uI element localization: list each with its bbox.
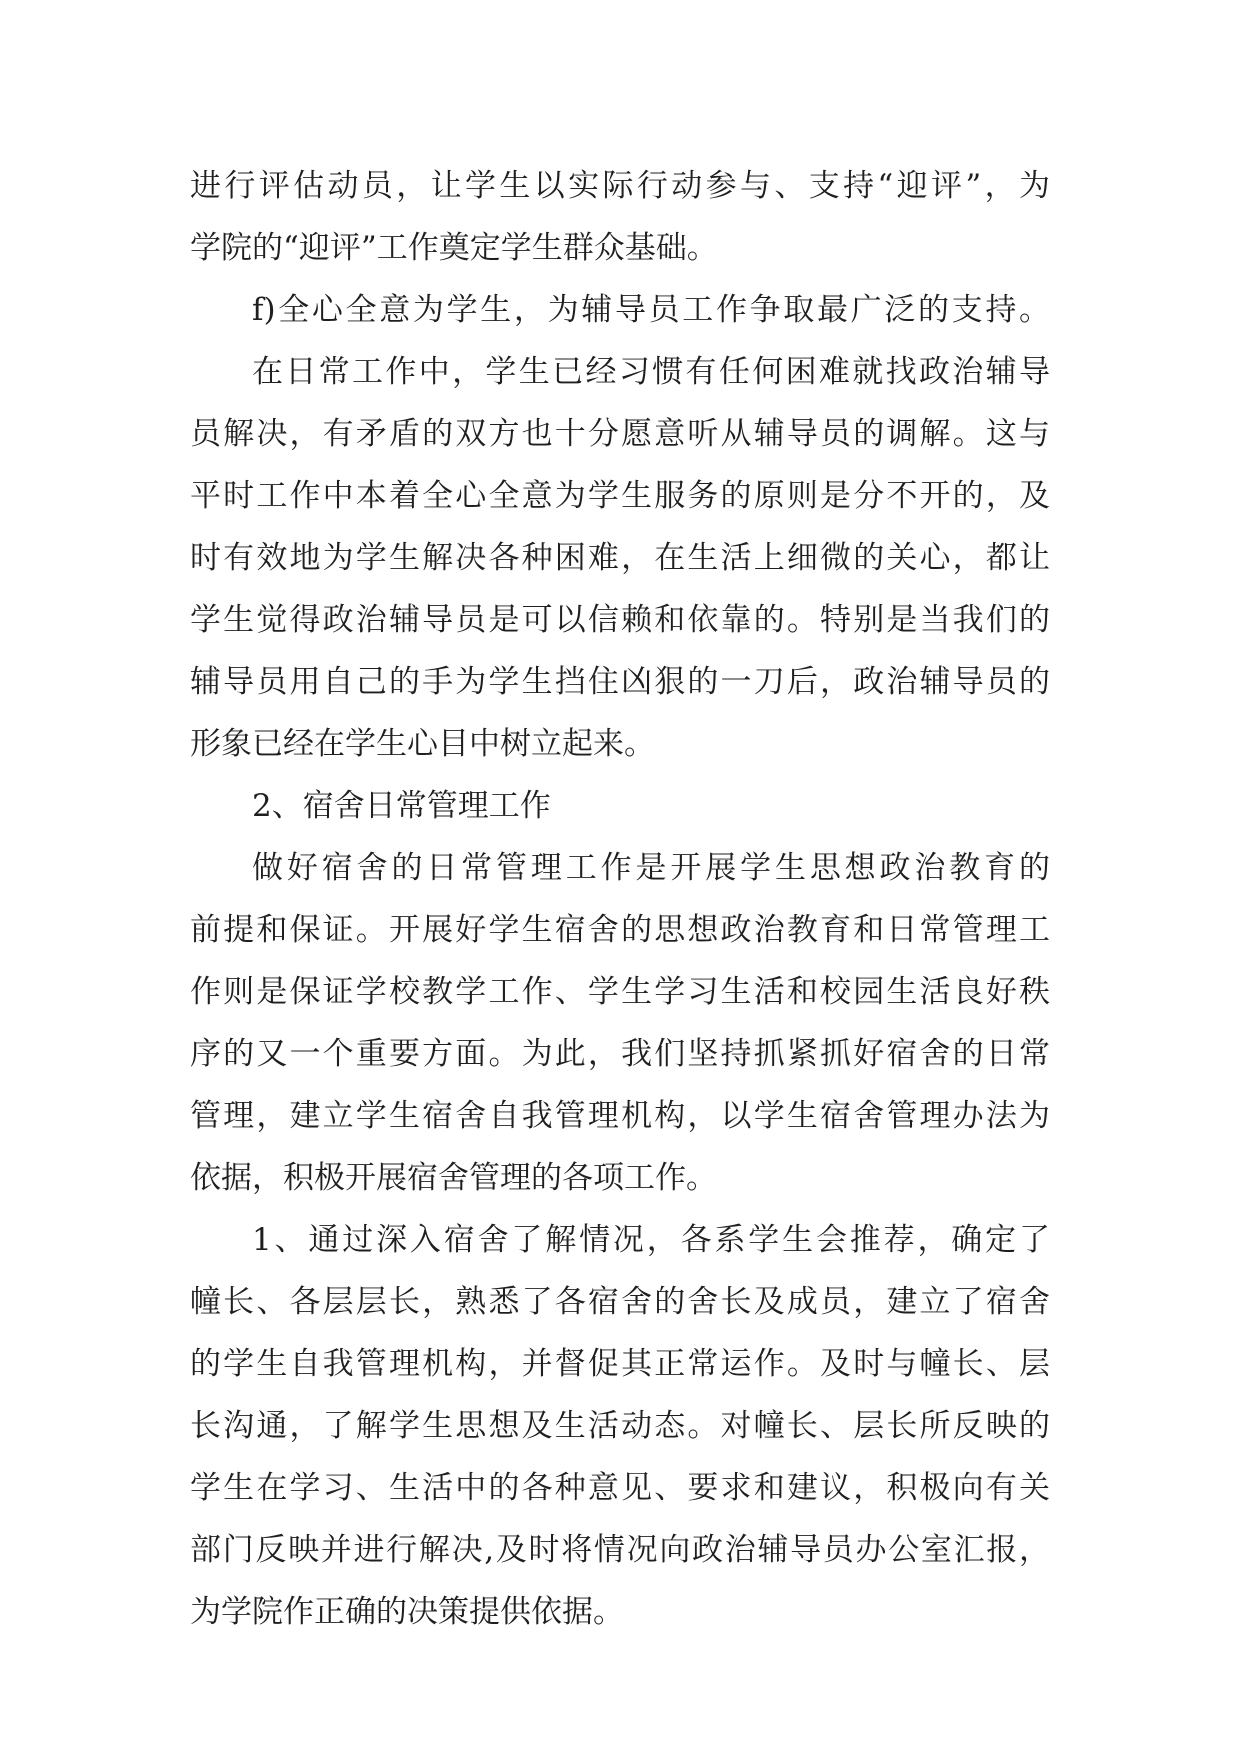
text-line: 长沟通，了解学生思想及生活动态。对幢长、层长所反映的 (190, 1408, 1050, 1444)
paragraph-heading: f)全心全意为学生，为辅导员工作争取最广泛的支持。 (252, 292, 1050, 328)
text-line: 员解决，有矛盾的双方也十分愿意听从辅导员的调解。这与 (190, 416, 1050, 452)
text-line: 为学院作正确的决策提供依据。 (190, 1594, 624, 1630)
text-line: 幢长、各层层长，熟悉了各宿舍的舍长及成员，建立了宿舍 (190, 1284, 1050, 1320)
text-line: 在日常工作中，学生已经习惯有任何困难就找政治辅导 (252, 354, 1050, 390)
text-line: 1、通过深入宿舍了解情况，各系学生会推荐，确定了 (252, 1222, 1050, 1258)
text-line: 做好宿舍的日常管理工作是开展学生思想政治教育的 (252, 850, 1050, 886)
text-line: 的学生自我管理机构，并督促其正常运作。及时与幢长、层 (190, 1346, 1050, 1382)
text-line: 进行评估动员，让学生以实际行动参与、支持“迎评”，为 (190, 168, 1050, 204)
text-line: 部门反映并进行解决,及时将情况向政治辅导员办公室汇报， (190, 1532, 1050, 1568)
text-line: 管理，建立学生宿舍自我管理机构，以学生宿舍管理办法为 (190, 1098, 1050, 1134)
text-line: 平时工作中本着全心全意为学生服务的原则是分不开的，及 (190, 478, 1050, 514)
text-line: 前提和保证。开展好学生宿舍的思想政治教育和日常管理工 (190, 912, 1050, 948)
text-line: 形象已经在学生心目中树立起来。 (190, 726, 655, 762)
text-line: 学生在学习、生活中的各种意见、要求和建议，积极向有关 (190, 1470, 1050, 1506)
text-line: 学生觉得政治辅导员是可以信赖和依靠的。特别是当我们的 (190, 602, 1050, 638)
document-body (190, 155, 1050, 1643)
text-line: 依据，积极开展宿舍管理的各项工作。 (190, 1160, 717, 1196)
text-line: 时有效地为学生解决各种困难，在生活上细微的关心，都让 (190, 540, 1050, 576)
text-line: 辅导员用自己的手为学生挡住凶狠的一刀后，政治辅导员的 (190, 664, 1050, 700)
section-heading: 2、宿舍日常管理工作 (252, 788, 551, 824)
text-line: 序的又一个重要方面。为此，我们坚持抓紧抓好宿舍的日常 (190, 1036, 1050, 1072)
text-line: 学院的“迎评”工作奠定学生群众基础。 (190, 230, 718, 266)
text-line: 作则是保证学校教学工作、学生学习生活和校园生活良好秩 (190, 974, 1050, 1010)
